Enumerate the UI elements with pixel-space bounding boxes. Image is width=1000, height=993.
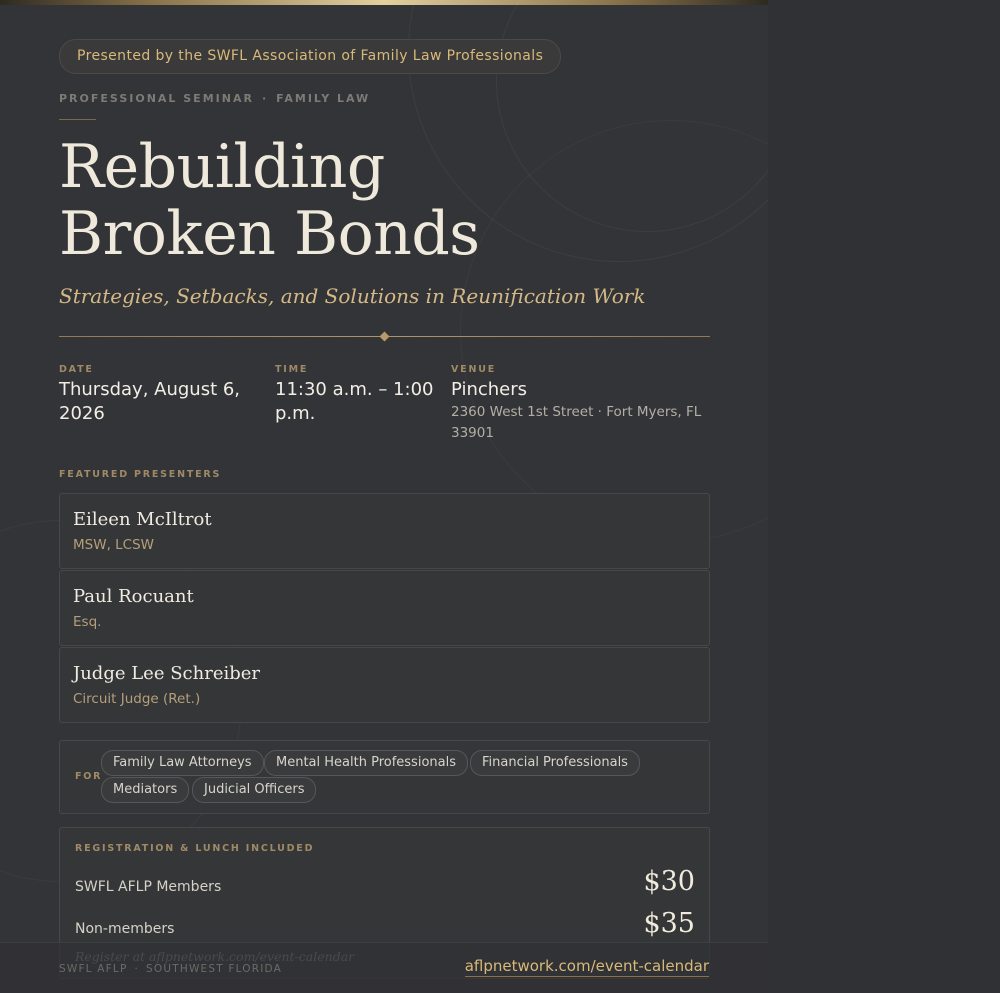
- venue-address: 2360 West 1st Street · Fort Myers, FL 33901: [451, 404, 702, 441]
- date-value: Thursday, August 6, 2026: [59, 379, 241, 424]
- kicker-underline: [59, 119, 96, 120]
- kicker-right: FAMILY LAW: [276, 92, 371, 105]
- footer-separator: ·: [134, 963, 140, 975]
- audience-box: [59, 740, 710, 814]
- diamond-ornament-icon: [380, 332, 390, 342]
- audience-tag: Mental Health Professionals: [264, 750, 468, 776]
- presenter-card: [59, 493, 710, 569]
- kicker: [59, 92, 370, 105]
- presenter-name: Eileen McIltrot: [73, 509, 212, 530]
- registration-title: REGISTRATION & LUNCH INCLUDED: [75, 843, 315, 854]
- presenter-name: Judge Lee Schreiber: [73, 663, 261, 684]
- footer-org-name: SWFL AFLP: [59, 963, 128, 975]
- member-price: $30: [643, 866, 695, 897]
- time-label: TIME: [275, 364, 309, 375]
- member-price-label: SWFL AFLP Members: [75, 879, 222, 895]
- audience-tag: Mediators: [101, 777, 189, 803]
- venue-name: Pinchers: [451, 379, 528, 400]
- audience-label: FOR: [75, 771, 103, 782]
- footer-region: SOUTHWEST FLORIDA: [146, 963, 283, 975]
- presenter-badge: Presented by the SWFL Association of Family Law Professionals: [59, 39, 561, 74]
- presenter-card: [59, 647, 710, 723]
- nonmember-price-label: Non-members: [75, 921, 175, 937]
- page-title: [59, 134, 480, 268]
- presenter-name: Paul Rocuant: [73, 586, 194, 607]
- presenter-credential: Esq.: [73, 614, 102, 630]
- audience-tag: Family Law Attorneys: [101, 750, 264, 776]
- date-label: DATE: [59, 364, 94, 375]
- audience-tag: Judicial Officers: [192, 777, 316, 803]
- title-line-2: Broken Bonds: [59, 199, 480, 269]
- venue-label: VENUE: [451, 364, 496, 375]
- audience-tag: Financial Professionals: [470, 750, 640, 776]
- time-value: 11:30 a.m. – 1:00 p.m.: [275, 379, 434, 424]
- nonmember-price: $35: [643, 908, 695, 939]
- presenter-card: [59, 570, 710, 646]
- footer-org: [59, 963, 282, 975]
- presenters-label: FEATURED PRESENTERS: [59, 469, 222, 480]
- presenter-credential: Circuit Judge (Ret.): [73, 691, 201, 707]
- event-calendar-link[interactable]: aflpnetwork.com/event-calendar: [464, 957, 709, 975]
- footer: [0, 942, 768, 993]
- presenter-credential: MSW, LCSW: [73, 537, 155, 553]
- kicker-left: PROFESSIONAL SEMINAR: [59, 92, 254, 105]
- subtitle: Strategies, Setbacks, and Solutions in Reunification Work: [59, 284, 646, 308]
- title-line-1: Rebuilding: [59, 132, 385, 202]
- kicker-separator: ·: [261, 92, 269, 105]
